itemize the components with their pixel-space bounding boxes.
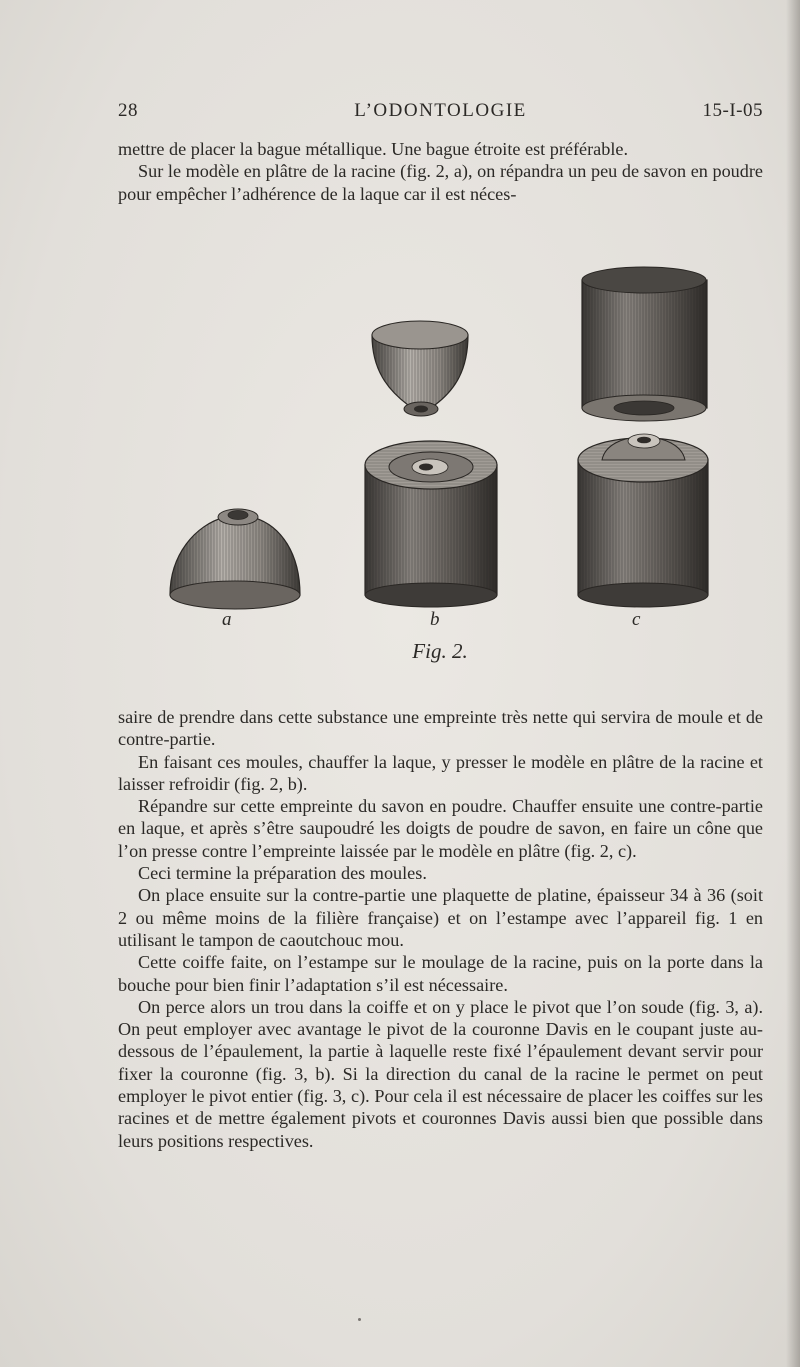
page-edge-shadow bbox=[786, 0, 800, 1367]
paragraph: On perce alors un trou dans la coiffe et on y place le pivot que l’on soude (fig. 3, a). On peut employer avec avantage le pivot de la couronne Davis en le coupant juste au-dessous de l’épaulement, la partie à laquelle reste fixé l’épaulement devant servir pour fixer la couronne (fig. 3, b). Si la direction du canal de la racine le permet on peut employer le pivot entier (fig. 3, c). Pour cela il est nécessaire de placer les coiffes sur les racines et de mettre également pivots et couronnes Davis aussi bien que possible dans leurs positions respectives. bbox=[118, 996, 763, 1151]
object-c-lower-mould bbox=[578, 434, 708, 607]
figure-caption: Fig. 2. bbox=[412, 639, 468, 663]
body-text-bottom bbox=[118, 706, 763, 1152]
figure-2 bbox=[150, 255, 730, 675]
object-b-mould bbox=[365, 441, 497, 607]
journal-title: L’ODONTOLOGIE bbox=[354, 100, 527, 121]
paragraph: mettre de placer la bague métallique. Une bague étroite est préférable. bbox=[118, 139, 629, 159]
figure-illustration bbox=[150, 255, 730, 675]
label-b: b bbox=[430, 609, 440, 630]
object-a-plaster-model bbox=[170, 509, 300, 609]
running-header bbox=[118, 100, 763, 126]
body-text-top bbox=[118, 138, 763, 205]
label-a: a bbox=[222, 609, 232, 630]
paragraph: Répandre sur cette empreinte du savon en poudre. Chauffer ensuite une contre-partie en laque, et après s’être saupoudré les doigts de poudre de savon, en faire un cône que l’on presse contre l’empreinte laissée par le modèle en plâtre (fig. 2, c). bbox=[118, 796, 763, 861]
page-number: 28 bbox=[118, 100, 138, 121]
object-c-upper-mould bbox=[582, 267, 707, 421]
paragraph: Ceci termine la préparation des moules. bbox=[138, 863, 427, 884]
paper-speck bbox=[358, 1318, 361, 1321]
paragraph: Cette coiffe faite, on l’estampe sur le moulage de la racine, puis on la porte dans la bouche pour bien finir l’adaptation s’il est nécessaire. bbox=[118, 952, 763, 995]
paragraph: Sur le modèle en plâtre de la racine (fig. 2, a), on répandra un peu de savon en poudre pour empêcher l’adhérence de la laque car il est néces- bbox=[118, 161, 763, 204]
paragraph: En faisant ces moules, chauffer la laque, y presser le modèle en plâtre de la racine et laisser refroidir (fig. 2, b). bbox=[118, 751, 763, 794]
object-b-counter-part bbox=[372, 321, 468, 416]
issue-date: 15-I-05 bbox=[702, 100, 763, 121]
label-c: c bbox=[632, 609, 641, 630]
paragraph: On place ensuite sur la contre-partie une plaquette de platine, épaisseur 34 à 36 (soit 2 ou même moins de la filière française) et on l’estampe avec l’appareil fig. 1 en utilisant le tampon de caoutchouc mou. bbox=[118, 885, 763, 950]
paragraph: saire de prendre dans cette substance une empreinte très nette qui servira de moule et de contre-partie. bbox=[118, 707, 763, 750]
